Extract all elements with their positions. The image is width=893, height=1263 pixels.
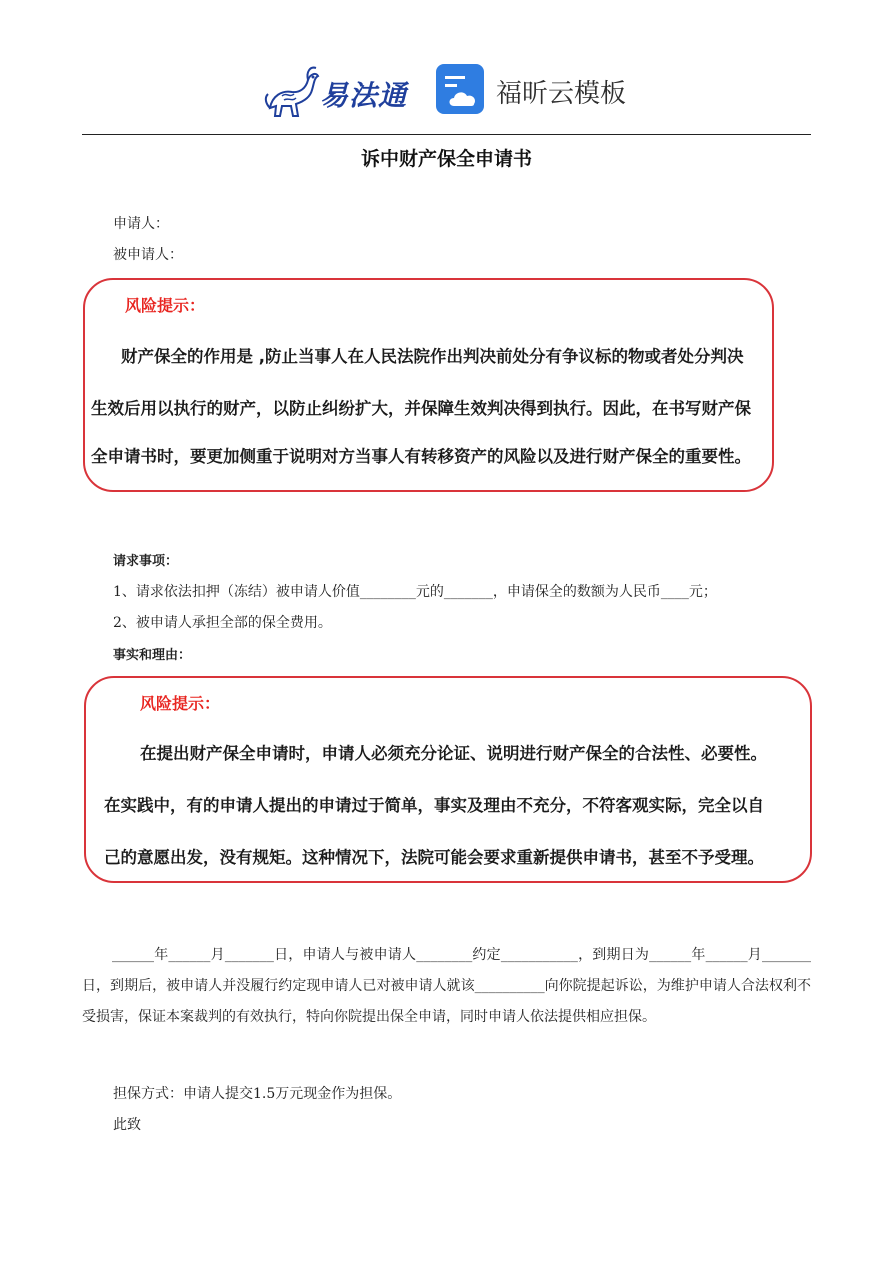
request-item: 2、被申请人承担全部的保全费用。: [113, 615, 332, 631]
cloud-document-icon: [436, 64, 486, 116]
risk-notice-line: 己的意愿出发，没有规矩。这种情况下，法院可能会要求重新提供申请书，甚至不予受理。: [104, 848, 764, 867]
risk-notice-line: 全申请书时，要更加侧重于说明对方当事人有转移资产的风险以及进行财产保全的重要性。: [91, 447, 751, 466]
risk-notice-title: 风险提示：: [140, 694, 221, 713]
respondent-label: 被申请人：: [113, 247, 183, 263]
risk-notice-line: 生效后用以执行的财产，以防止纠纷扩大，并保障生效判决得到执行。因此，在书写财产保: [91, 399, 751, 418]
applicant-label: 申请人：: [113, 216, 169, 232]
facts-heading: 事实和理由：: [113, 648, 192, 663]
risk-notice-title: 风险提示：: [125, 296, 206, 315]
yifatong-logo: [262, 62, 412, 122]
header-logos: [0, 58, 893, 124]
risk-notice-box-1: [83, 278, 774, 492]
facts-paragraph: ______年______月_______日，申请人与被申请人________约定___________，到期日为______年______月_______日，到期后，被申请人并没履行约定现申请人已对被申请人就该__________向你院提起诉讼，为维护申请人合法权利不受损害，保证本案裁判的有效执行，特向你院提出保全申请，同时申请人依法提供相应担保。: [82, 947, 811, 1025]
risk-notice-box-2: [84, 676, 812, 883]
guarantee-method: 担保方式：申请人提交1.5万元现金作为担保。: [113, 1086, 402, 1102]
request-item: 1、请求依法扣押（冻结）被申请人价值________元的_______，申请保全的数额为人民币____元；: [113, 584, 717, 600]
foxit-template-logo: [436, 64, 646, 118]
risk-notice-line: 在提出财产保全申请时，申请人必须充分论证、说明进行财产保全的合法性、必要性。: [140, 744, 767, 763]
request-heading: 请求事项：: [113, 554, 179, 569]
document-title: 诉中财产保全申请书: [360, 148, 532, 170]
risk-notice-line: 在实践中，有的申请人提出的申请过于简单，事实及理由不充分，不符客观实际，完全以自: [104, 796, 764, 815]
foxit-template-logo-text: 福昕云模板: [496, 79, 627, 109]
yifatong-logo-text: 易法通: [320, 79, 408, 112]
closing-salutation: 此致: [113, 1117, 141, 1133]
qilin-icon: [262, 62, 322, 122]
risk-notice-line: 财产保全的作用是 ,防止当事人在人民法院作出判决前处分有争议标的物或者处分判决: [121, 347, 744, 366]
header-divider: [82, 134, 811, 135]
